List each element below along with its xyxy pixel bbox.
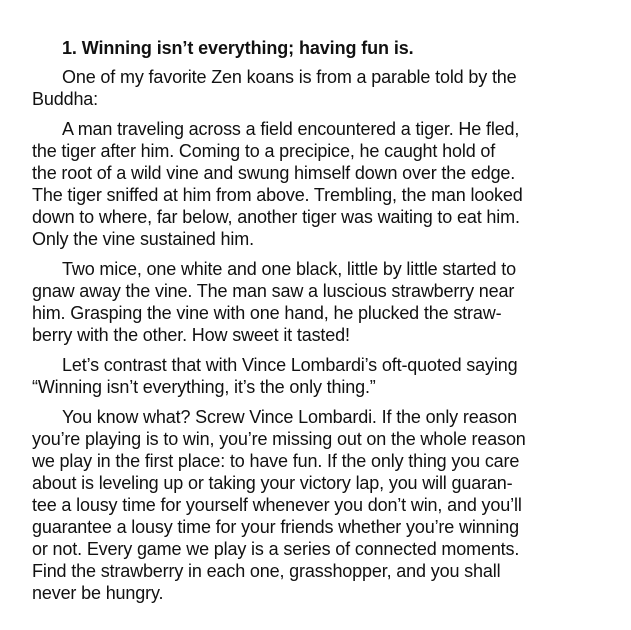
text-line: we play in the first place: to have fun. If the only thing you care bbox=[32, 451, 520, 471]
section-heading: 1. Winning isn’t everything; having fun is. bbox=[62, 38, 414, 58]
text-line: “Winning isn’t everything, it’s the only thing.” bbox=[32, 377, 376, 397]
text-line: down to where, far below, another tiger was waiting to eat him. bbox=[32, 207, 520, 227]
paragraph-conclusion bbox=[32, 406, 611, 604]
text-line: the root of a wild vine and swung himself down over the edge. bbox=[32, 163, 516, 183]
text-line: berry with the other. How sweet it tasted! bbox=[32, 325, 350, 345]
text-line: him. Grasping the vine with one hand, he plucked the straw- bbox=[32, 303, 502, 323]
text-line: Only the vine sustained him. bbox=[32, 229, 254, 249]
paragraph-parable bbox=[32, 118, 611, 250]
text-line: Let’s contrast that with Vince Lombardi’s oft-quoted saying bbox=[62, 355, 518, 375]
text-line: Two mice, one white and one black, little by little started to bbox=[62, 259, 516, 279]
text-line: You know what? Screw Vince Lombardi. If the only reason bbox=[62, 407, 518, 427]
text-line: about is leveling up or taking your victory lap, you will guaran- bbox=[32, 473, 513, 493]
text-line: One of my favorite Zen koans is from a parable told by the bbox=[62, 67, 517, 87]
text-line: Buddha: bbox=[32, 89, 99, 109]
paragraph-intro bbox=[32, 66, 611, 110]
paragraph-lombardi-quote bbox=[32, 354, 611, 398]
text-line: the tiger after him. Coming to a precipice, he caught hold of bbox=[32, 141, 496, 161]
text-line: guarantee a lousy time for your friends whether you’re winning bbox=[32, 517, 519, 537]
text-line: tee a lousy time for yourself whenever you don’t win, and you’ll bbox=[32, 495, 522, 515]
text-line: or not. Every game we play is a series of connected moments. bbox=[32, 539, 520, 559]
text-line: The tiger sniffed at him from above. Trembling, the man looked bbox=[32, 185, 523, 205]
text-line: A man traveling across a field encountered a tiger. He fled, bbox=[62, 119, 520, 139]
text-line: gnaw away the vine. The man saw a luscious strawberry near bbox=[32, 281, 515, 301]
paragraph-mice bbox=[32, 258, 611, 346]
text-line: Find the strawberry in each one, grasshopper, and you shall bbox=[32, 561, 501, 581]
text-line: never be hungry. bbox=[32, 583, 164, 603]
text-line: you’re playing is to win, you’re missing out on the whole reason bbox=[32, 429, 526, 449]
